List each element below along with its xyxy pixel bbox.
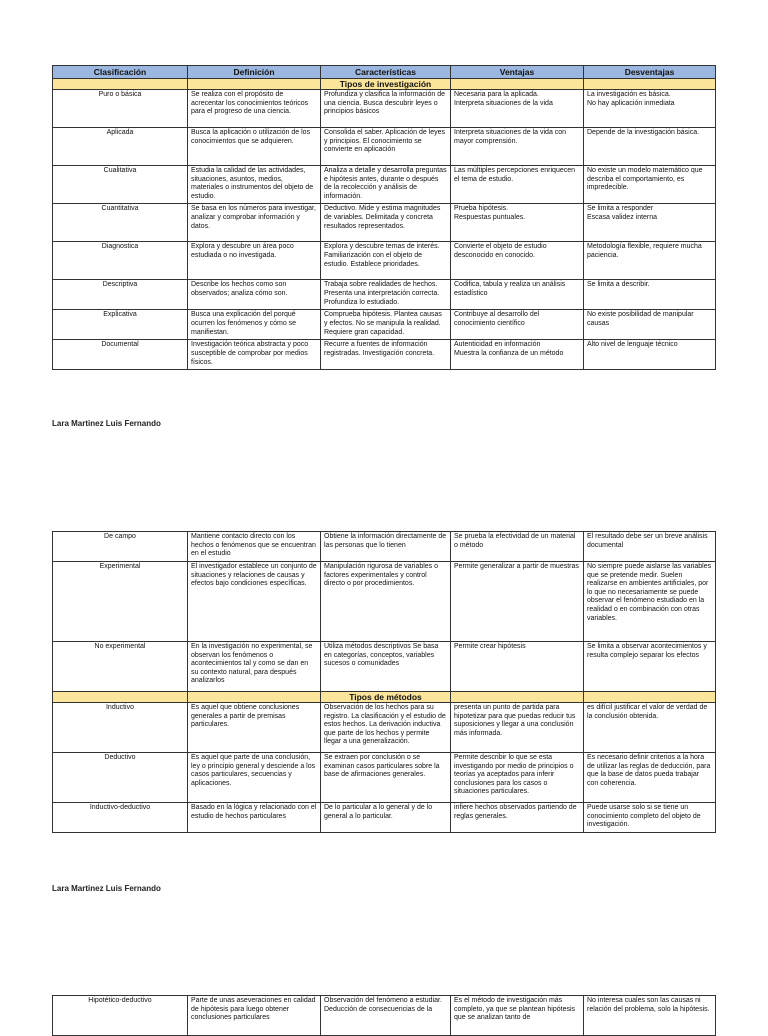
cell-clasificacion: Hipotético-deductivo bbox=[53, 996, 188, 1036]
cell-clasificacion: Cuantitativa bbox=[53, 204, 188, 242]
header-caracteristicas: Características bbox=[321, 66, 451, 79]
cell-caracteristicas: Deductivo. Mide y estima magnitudes de variables. Delimitada y concreta resultados representados. bbox=[321, 204, 451, 242]
cell-definicion: Investigación teórica abstracta y poco susceptible de comprobar por medios físicos. bbox=[188, 340, 321, 370]
cell-desventajas: Depende de la investigación básica. bbox=[584, 128, 716, 166]
cell-definicion: Es aquel que parte de una conclusión, ley o principio general y desciende a los casos particulares, secuencias y aplicaciones. bbox=[188, 753, 321, 803]
section-tipos-metodos: Tipos de métodos bbox=[321, 692, 451, 703]
cell-caracteristicas: Trabaja sobre realidades de hechos. Presenta una interpretación correcta. Profundiza lo estudiado. bbox=[321, 280, 451, 310]
cell-definicion: Estudia la calidad de las actividades, situaciones, asuntos, medios, materiales o instrumentos del objeto de estudio. bbox=[188, 166, 321, 204]
cell-clasificacion: Inductivo bbox=[53, 703, 188, 753]
section-row bbox=[53, 79, 716, 90]
table-row bbox=[53, 128, 716, 166]
table-row bbox=[53, 532, 716, 562]
header-clasificacion: Clasificación bbox=[53, 66, 188, 79]
cell-ventajas: Necesaria para la aplicada. Interpreta situaciones de la vida bbox=[451, 90, 584, 128]
table-row bbox=[53, 90, 716, 128]
cell-desventajas: La investigación es básica. No hay aplicación inmediata bbox=[584, 90, 716, 128]
cell-desventajas: No existe posibilidad de manipular causas bbox=[584, 310, 716, 340]
cell-caracteristicas: Utiliza métodos descriptivos Se basa en categorías, conceptos, variables sucesos o comunidades bbox=[321, 642, 451, 692]
table-row bbox=[53, 340, 716, 370]
table-row bbox=[53, 803, 716, 833]
cell-caracteristicas: Obtiene la información directamente de las personas que lo tienen bbox=[321, 532, 451, 562]
cell-ventajas: Contribuye al desarrollo del conocimiento científico bbox=[451, 310, 584, 340]
header-ventajas: Ventajas bbox=[451, 66, 584, 79]
cell-caracteristicas: Profundiza y clasifica la información de una ciencia. Busca descubrir leyes o principios básicos bbox=[321, 90, 451, 128]
table-row bbox=[53, 280, 716, 310]
header-definicion: Definición bbox=[188, 66, 321, 79]
cell-desventajas: Se limita a observar acontecimientos y resulta complejo separar los efectos bbox=[584, 642, 716, 692]
cell-clasificacion: Cualitativa bbox=[53, 166, 188, 204]
cell-definicion: Busca una explicación del porqué ocurren los fenómenos y cómo se manifiestan. bbox=[188, 310, 321, 340]
classification-table-3 bbox=[52, 995, 716, 1036]
cell-caracteristicas: Comprueba hipótesis. Plantea causas y efectos. No se manipula la realidad. Requiere gran capacidad. bbox=[321, 310, 451, 340]
cell-ventajas: Autenticidad en información Muestra la confianza de un método bbox=[451, 340, 584, 370]
table-row bbox=[53, 242, 716, 280]
cell-clasificacion: Deductivo bbox=[53, 753, 188, 803]
cell-definicion: Basado en la lógica y relacionado con el estudio de hechos particulares bbox=[188, 803, 321, 833]
cell-definicion: Se realiza con el propósito de acrecentar los conocimientos teóricos para el progreso de una ciencia. bbox=[188, 90, 321, 128]
cell-ventajas: Interpreta situaciones de la vida con mayor comprensión. bbox=[451, 128, 584, 166]
cell-ventajas: Prueba hipótesis. Respuestas puntuales. bbox=[451, 204, 584, 242]
cell-desventajas: Se limita a describir. bbox=[584, 280, 716, 310]
cell-definicion: Es aquel que obtiene conclusiones generales a partir de premisas particulares. bbox=[188, 703, 321, 753]
cell-desventajas: No interesa cuales son las causas ni relación del problema, solo la hipótesis. bbox=[584, 996, 716, 1036]
cell-definicion: El investigador establece un conjunto de situaciones y relaciones de causas y efectos bajo condiciones específicas. bbox=[188, 562, 321, 642]
cell-ventajas: infiere hechos observados partiendo de reglas generales. bbox=[451, 803, 584, 833]
cell-ventajas: Codifica, tabula y realiza un análisis estadístico bbox=[451, 280, 584, 310]
cell-clasificacion: Experimental bbox=[53, 562, 188, 642]
cell-definicion: Describe los hechos como son observados; analiza cómo son. bbox=[188, 280, 321, 310]
cell-definicion: Explora y descubre un área poco estudiada o no investigada. bbox=[188, 242, 321, 280]
cell-caracteristicas: Analiza a detalle y desarrolla preguntas e hipótesis antes, durante o después de la recolección y análisis de información. bbox=[321, 166, 451, 204]
cell-definicion: Se basa en los números para investigar, analizar y comprobar información y datos. bbox=[188, 204, 321, 242]
cell-caracteristicas: Explora y descubre temas de interés. Familiarización con el objeto de estudio. Establece prioridades. bbox=[321, 242, 451, 280]
header-desventajas: Desventajas bbox=[584, 66, 716, 79]
cell-ventajas: Es el método de investigación más completo, ya que se plantean hipótesis que se analizan tanto de bbox=[451, 996, 584, 1036]
cell-definicion: En la investigación no experimental, se observan los fenómenos o acontecimientos tal y como se dan en su contexto natural, para después analizarlos bbox=[188, 642, 321, 692]
author-name: Lara Martinez Luis Fernando bbox=[52, 884, 161, 893]
cell-ventajas: presenta un punto de partida para hipotetizar para que puedas reducir tus suposiciones y llegar a una conclusión más informada. bbox=[451, 703, 584, 753]
cell-ventajas: Convierte el objeto de estudio desconocido en conocido. bbox=[451, 242, 584, 280]
classification-table-2 bbox=[52, 531, 716, 833]
table-row bbox=[53, 996, 716, 1036]
cell-clasificacion: Diagnostica bbox=[53, 242, 188, 280]
section-tipos-investigacion: Tipos de investigación bbox=[321, 79, 451, 90]
table-row bbox=[53, 562, 716, 642]
cell-desventajas: No siempre puede aislarse las variables que se pretende medir. Suelen realizarse en ambientes artificiales, por lo que no necesariamente se puede observar el fenómeno estudiado en la realidad o en combinación con otras variables. bbox=[584, 562, 716, 642]
cell-desventajas: Metodología flexible, requiere mucha paciencia. bbox=[584, 242, 716, 280]
cell-caracteristicas: Observación del fenómeno a estudiar. Deducción de consecuencias de la bbox=[321, 996, 451, 1036]
table-row bbox=[53, 642, 716, 692]
classification-table-1 bbox=[52, 65, 716, 370]
cell-desventajas: Es necesario definir criterios a la hora de utilizar las reglas de deducción, para que la base de datos pueda trabajar con coherencia. bbox=[584, 753, 716, 803]
cell-desventajas: es difícil justificar el valor de verdad de la conclusión obtenida. bbox=[584, 703, 716, 753]
cell-ventajas: Permite crear hipótesis bbox=[451, 642, 584, 692]
cell-desventajas: El resultado debe ser un breve análisis documental bbox=[584, 532, 716, 562]
cell-clasificacion: Inductivo-deductivo bbox=[53, 803, 188, 833]
cell-desventajas: Puede usarse solo si se tiene un conocimiento completo del objeto de investigación. bbox=[584, 803, 716, 833]
cell-clasificacion: Descriptiva bbox=[53, 280, 188, 310]
cell-caracteristicas: Se extraen por conclusión o se examinan casos particulares sobre la base de afirmaciones generales. bbox=[321, 753, 451, 803]
table-row bbox=[53, 166, 716, 204]
cell-clasificacion: Aplicada bbox=[53, 128, 188, 166]
cell-clasificacion: Explicativa bbox=[53, 310, 188, 340]
cell-clasificacion: Documental bbox=[53, 340, 188, 370]
cell-definicion: Busca la aplicación o utilización de los conocimientos que se adquieren. bbox=[188, 128, 321, 166]
cell-ventajas: Permite describir lo que se esta investigando por medio de principios o teorías ya aceptados para inferir conclusiones para los casos o situaciones particulares. bbox=[451, 753, 584, 803]
cell-ventajas: Se prueba la efectividad de un material o método bbox=[451, 532, 584, 562]
cell-definicion: Parte de unas aseveraciones en calidad de hipótesis para luego obtener conclusiones particulares bbox=[188, 996, 321, 1036]
cell-ventajas: Las múltiples percepciones enriquecen el tema de estudio. bbox=[451, 166, 584, 204]
section-row bbox=[53, 692, 716, 703]
cell-caracteristicas: Recurre a fuentes de información registradas. Investigación concreta. bbox=[321, 340, 451, 370]
cell-desventajas: Se limita a responder Escasa validez interna bbox=[584, 204, 716, 242]
cell-caracteristicas: De lo particular a lo general y de lo general a lo particular. bbox=[321, 803, 451, 833]
cell-caracteristicas: Consolida el saber. Aplicación de leyes y principios. El conocimiento se convierte en aplicación bbox=[321, 128, 451, 166]
cell-desventajas: Alto nivel de lenguaje técnico bbox=[584, 340, 716, 370]
author-name: Lara Martinez Luis Fernando bbox=[52, 419, 161, 428]
table-row bbox=[53, 204, 716, 242]
cell-clasificacion: De campo bbox=[53, 532, 188, 562]
header-row bbox=[53, 66, 716, 79]
cell-ventajas: Permite generalizar a partir de muestras bbox=[451, 562, 584, 642]
cell-caracteristicas: Observación de los hechos para su registro. La clasificación y el estudio de estos hechos. La derivación inductiva que parte de los hechos y permite llegar a una generalización. bbox=[321, 703, 451, 753]
cell-desventajas: No existe un modelo matemático que describa el comportamiento, es impredecible. bbox=[584, 166, 716, 204]
table-row bbox=[53, 703, 716, 753]
table-row bbox=[53, 753, 716, 803]
cell-caracteristicas: Manipulación rigurosa de variables o factores experimentales y control directo o por procedimientos. bbox=[321, 562, 451, 642]
cell-clasificacion: Puro o básica bbox=[53, 90, 188, 128]
cell-definicion: Mantiene contacto directo con los hechos o fenómenos que se encuentran en el estudio bbox=[188, 532, 321, 562]
cell-clasificacion: No experimental bbox=[53, 642, 188, 692]
table-row bbox=[53, 310, 716, 340]
